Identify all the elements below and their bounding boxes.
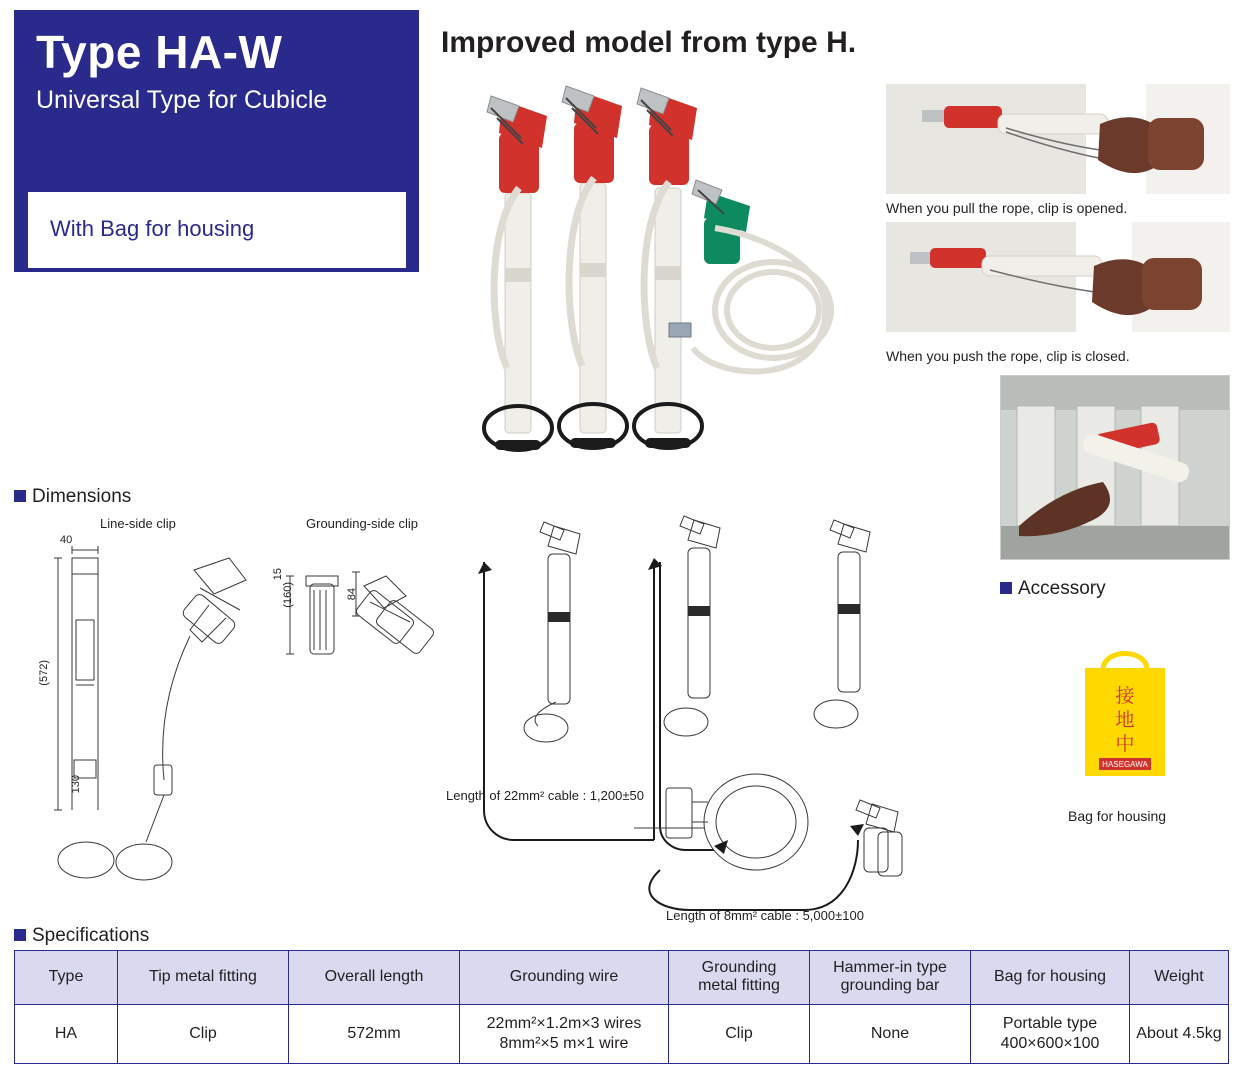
dim-label-130: 130 — [70, 775, 82, 794]
photo-caption-push: When you push the rope, clip is closed. — [886, 348, 1130, 364]
cell-grounding-wire — [460, 1004, 669, 1063]
square-bullet-icon — [1000, 582, 1012, 594]
section-title-dimensions — [14, 486, 131, 508]
th-type: Type — [15, 951, 118, 1005]
title-banner-label: With Bag for housing — [50, 216, 255, 241]
grounding-wire-line-2: 8mm²×5 m×1 wire — [499, 1034, 629, 1052]
accessory-bag-illustration — [1075, 640, 1165, 770]
svg-text:中: 中 — [1115, 733, 1135, 755]
main-product-photo — [447, 78, 867, 458]
cell-overall-length: 572mm — [289, 1004, 460, 1063]
headline: Improved model from type H. — [441, 26, 857, 59]
photo-caption-pull: When you pull the rope, clip is opened. — [886, 200, 1128, 216]
bag-line-1: Portable type — [1002, 1014, 1098, 1032]
dim-label-40: 40 — [60, 534, 73, 546]
cell-grounding-metal-fitting: Clip — [669, 1004, 810, 1063]
cell-weight: About 4.5kg — [1130, 1004, 1229, 1063]
cell-type: HA — [15, 1004, 118, 1063]
table-row — [15, 1004, 1229, 1063]
th-weight: Weight — [1130, 951, 1229, 1005]
section-label: Dimensions — [32, 486, 132, 507]
th-overall-length: Overall length — [289, 951, 460, 1005]
dim-label-84: 84 — [346, 588, 358, 601]
svg-text:接: 接 — [1115, 685, 1135, 707]
section-title-accessory — [1000, 578, 1106, 600]
product-illustration — [447, 78, 867, 458]
section-label: Specifications — [32, 925, 150, 946]
dimensions-svg — [14, 510, 974, 920]
section-title-specifications — [14, 925, 149, 947]
photo-cubicle-usage — [1000, 375, 1230, 560]
title-banner — [28, 192, 406, 268]
page-title: Type HA-W — [36, 26, 283, 78]
label-cable-22mm: Length of 22mm² cable : 1,200±50 — [446, 788, 644, 803]
th-grounding-wire: Grounding wire — [460, 951, 669, 1005]
label-cable-8mm: Length of 8mm² cable : 5,000±100 — [666, 908, 864, 923]
section-label: Accessory — [1018, 578, 1106, 599]
th-bag-for-housing: Bag for housing — [971, 951, 1130, 1005]
square-bullet-icon — [14, 490, 26, 502]
dim-label-572: (572) — [38, 660, 50, 686]
photo-rope-push — [886, 222, 1230, 332]
accessory-caption: Bag for housing — [1068, 808, 1167, 824]
label-line-side-clip: Line-side clip — [100, 516, 176, 531]
dim-label-15: 15 — [272, 568, 284, 581]
th-hammer-in-bar: Hammer-in type grounding bar — [810, 951, 971, 1005]
table-header-row — [15, 951, 1229, 1005]
bag-line-2: 400×600×100 — [1000, 1034, 1100, 1052]
th-tip-metal-fitting: Tip metal fitting — [118, 951, 289, 1005]
dimensions-drawing-area — [14, 510, 974, 923]
specifications-table — [14, 950, 1229, 1064]
page-subtitle: Universal Type for Cubicle — [36, 86, 328, 115]
square-bullet-icon — [14, 929, 26, 941]
cell-hammer-in: None — [810, 1004, 971, 1063]
grounding-wire-line-1: 22mm²×1.2m×3 wires — [486, 1014, 642, 1032]
svg-text:HASEGAWA: HASEGAWA — [1102, 760, 1148, 769]
cell-bag-for-housing — [971, 1004, 1130, 1063]
th-grounding-metal-fitting: Grounding metal fitting — [669, 951, 810, 1005]
label-grounding-side-clip: Grounding-side clip — [306, 516, 419, 531]
title-box — [14, 10, 419, 272]
svg-text:地: 地 — [1115, 709, 1135, 731]
cell-tip-metal-fitting: Clip — [118, 1004, 289, 1063]
dim-label-160: (160) — [282, 582, 294, 608]
photo-rope-pull — [886, 84, 1230, 194]
